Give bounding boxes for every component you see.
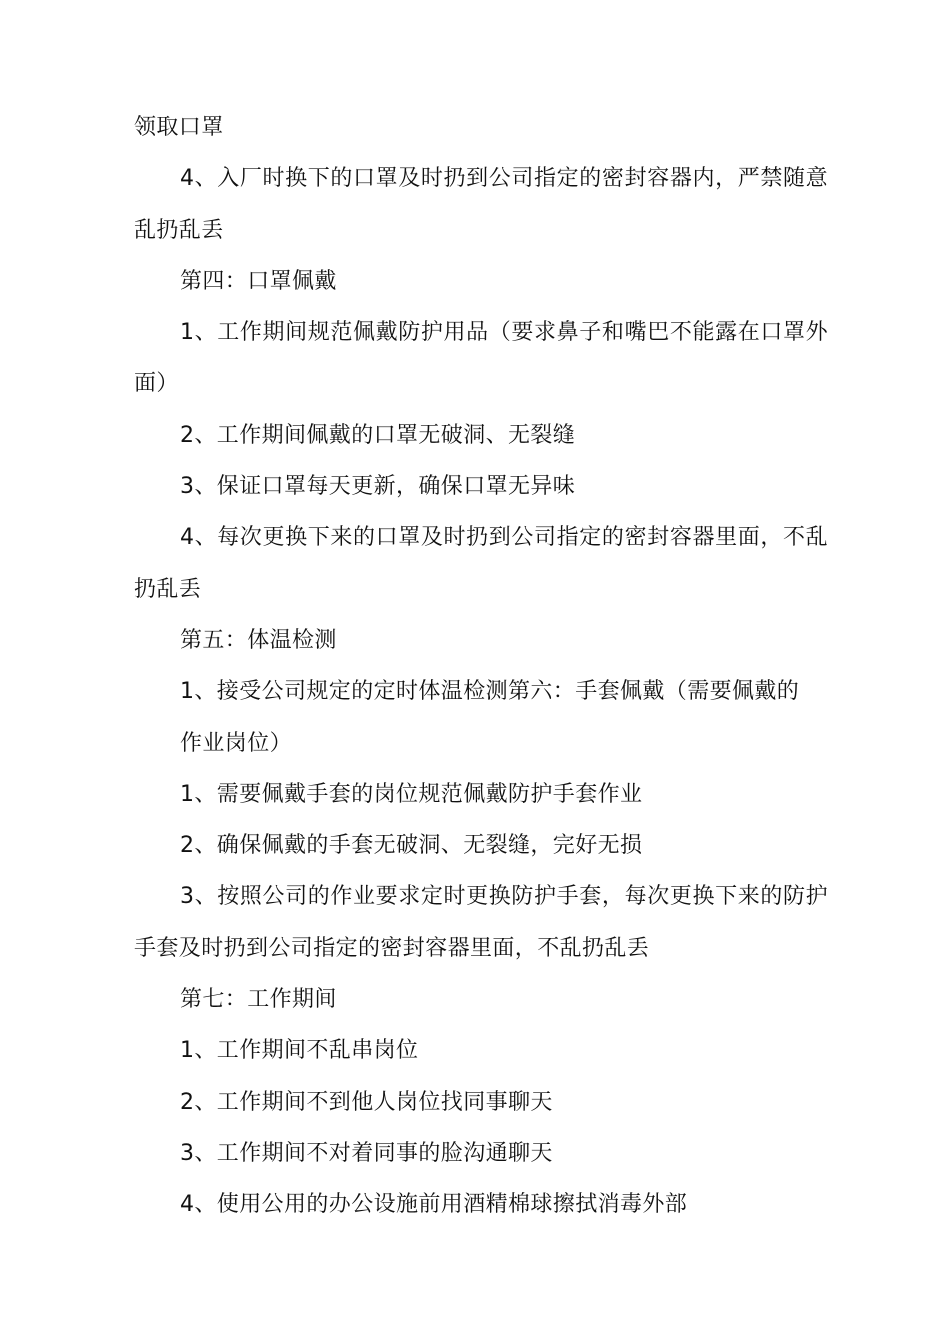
paragraph: 3、按照公司的作业要求定时更换防护手套，每次更换下来的防护手套及时扔到公司指定的密封容器里面，不乱扔乱丢 (134, 884, 828, 961)
paragraph: 2、工作期间不到他人岗位找同事聊天 (180, 1089, 553, 1115)
paragraph: 4、每次更换下来的口罩及时扔到公司指定的密封容器里面，不乱扔乱丢 (134, 525, 828, 602)
paragraph: 作业岗位） (180, 730, 293, 756)
paragraph: 1、工作期间不乱串岗位 (180, 1038, 419, 1064)
paragraph: 2、确保佩戴的手套无破洞、无裂缝，完好无损 (180, 833, 643, 859)
section-heading: 第五：体温检测 (180, 627, 337, 653)
paragraph: 3、保证口罩每天更新，确保口罩无异味 (180, 474, 576, 500)
paragraph: 1、接受公司规定的定时体温检测第六：手套佩戴（需要佩戴的 (180, 679, 800, 705)
paragraph: 1、工作期间规范佩戴防护用品（要求鼻子和嘴巴不能露在口罩外面） (134, 320, 828, 397)
paragraph: 3、工作期间不对着同事的脸沟通聊天 (180, 1140, 553, 1166)
section-heading: 第七：工作期间 (180, 987, 337, 1013)
paragraph: 2、工作期间佩戴的口罩无破洞、无裂缝 (180, 422, 576, 448)
paragraph: 4、使用公用的办公设施前用酒精棉球擦拭消毒外部 (180, 1192, 688, 1218)
document-body (134, 102, 828, 1231)
paragraph: 4、入厂时换下的口罩及时扔到公司指定的密封容器内，严禁随意乱扔乱丢 (134, 166, 828, 243)
paragraph: 领取口罩 (134, 115, 224, 140)
paragraph: 1、需要佩戴手套的岗位规范佩戴防护手套作业 (180, 781, 643, 807)
section-heading: 第四：口罩佩戴 (180, 268, 337, 294)
